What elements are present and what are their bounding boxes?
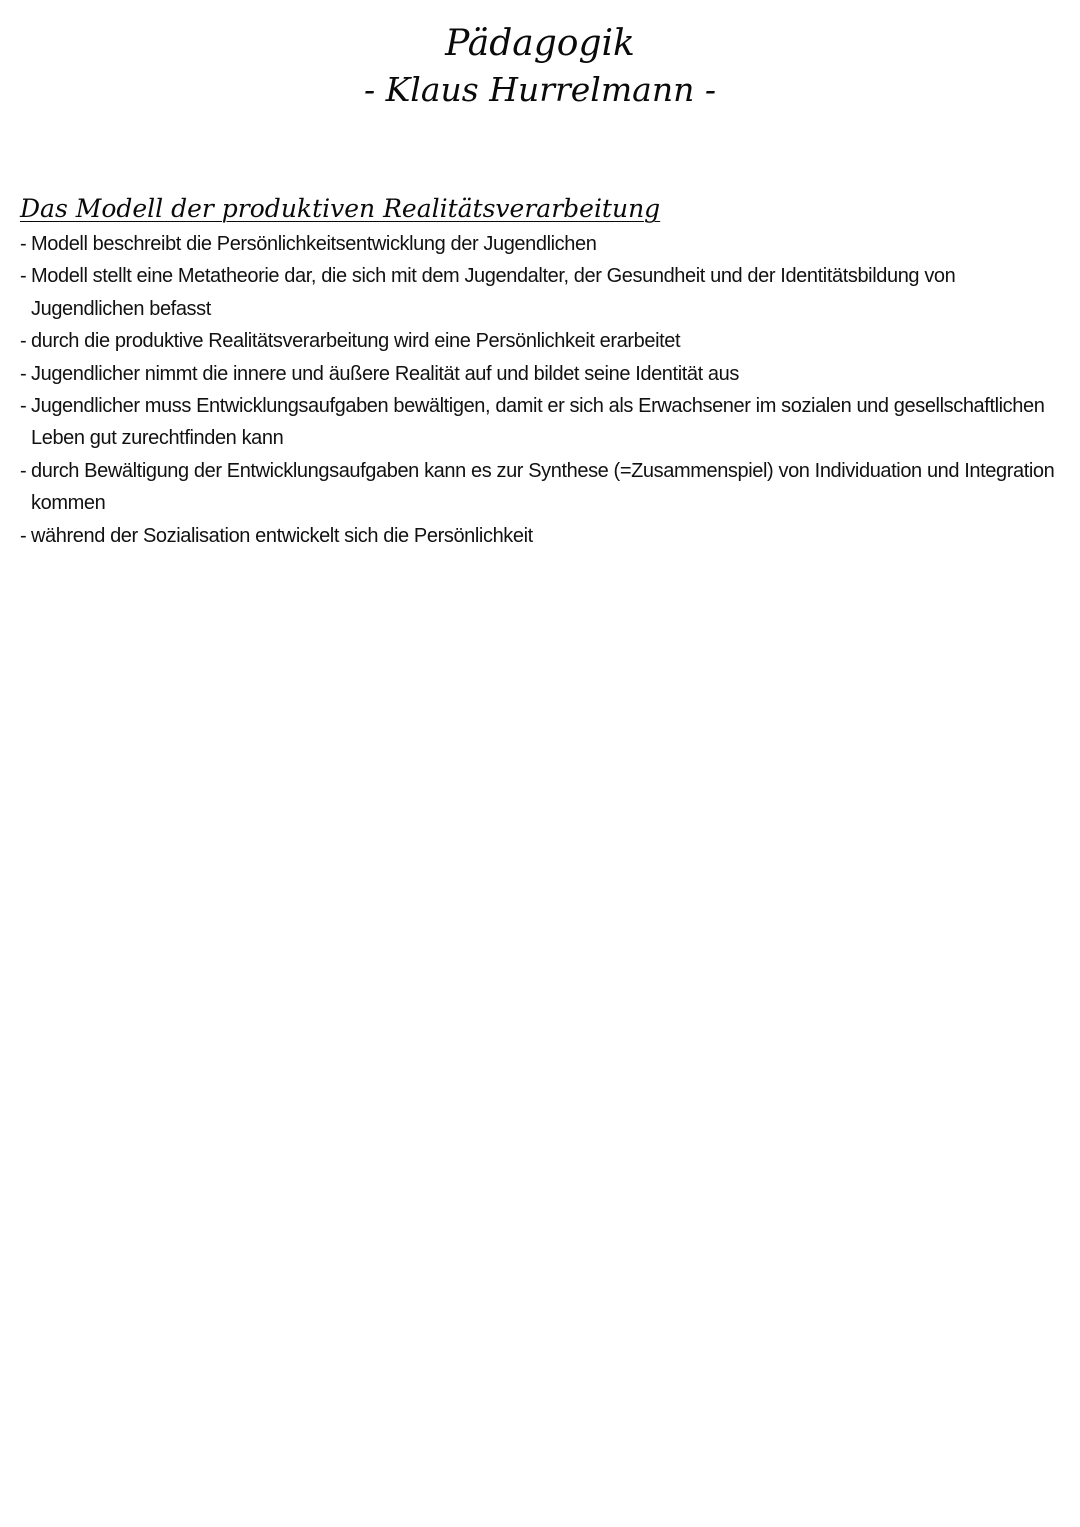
bullet-list — [20, 228, 1065, 552]
list-item-text: durch Bewältigung der Entwicklungsaufgaben kann es zur Synthese (=Zusammenspiel) von Individuation und Integration kommen — [31, 459, 1055, 515]
list-item-text: Modell beschreibt die Persönlichkeitsentwicklung der Jugendlichen — [31, 233, 597, 255]
list-item — [20, 390, 1065, 455]
bullet-dash: - — [20, 362, 27, 385]
list-item — [20, 455, 1065, 520]
list-item-text: Jugendlicher nimmt die innere und äußere Realität auf und bildet seine Identität aus — [31, 362, 739, 385]
page-subtitle: - Klaus Hurrelmann - — [364, 70, 716, 109]
bullet-dash: - — [20, 233, 27, 255]
list-item — [20, 358, 1065, 390]
bullet-dash: - — [20, 395, 27, 418]
list-item-text: Jugendlicher muss Entwicklungsaufgaben bewältigen, damit er sich als Erwachsener im sozialen und gesellschaftlichen Leben gut zurechtfinden kann — [31, 395, 1045, 450]
list-item-text: durch die produktive Realitätsverarbeitung wird eine Persönlichkeit erarbeitet — [31, 330, 681, 353]
list-item — [20, 228, 1065, 260]
bullet-dash: - — [20, 459, 27, 482]
page-title: Pädagogik — [445, 23, 635, 64]
bullet-dash: - — [20, 524, 27, 547]
content-section — [20, 192, 1065, 552]
title-block — [0, 22, 1080, 112]
list-item-text: während der Sozialisation entwickelt sich die Persönlichkeit — [31, 524, 533, 547]
bullet-dash: - — [20, 330, 27, 353]
bullet-dash: - — [20, 265, 27, 288]
list-item — [20, 260, 1065, 325]
section-heading: Das Modell der produktiven Realitätsverarbeitung — [20, 194, 661, 223]
list-item-text: Modell stellt eine Metatheorie dar, die sich mit dem Jugendalter, der Gesundheit und der Identitätsbildung von Jugendlichen befasst — [31, 265, 956, 320]
list-item — [20, 325, 1065, 357]
list-item — [20, 520, 1065, 552]
